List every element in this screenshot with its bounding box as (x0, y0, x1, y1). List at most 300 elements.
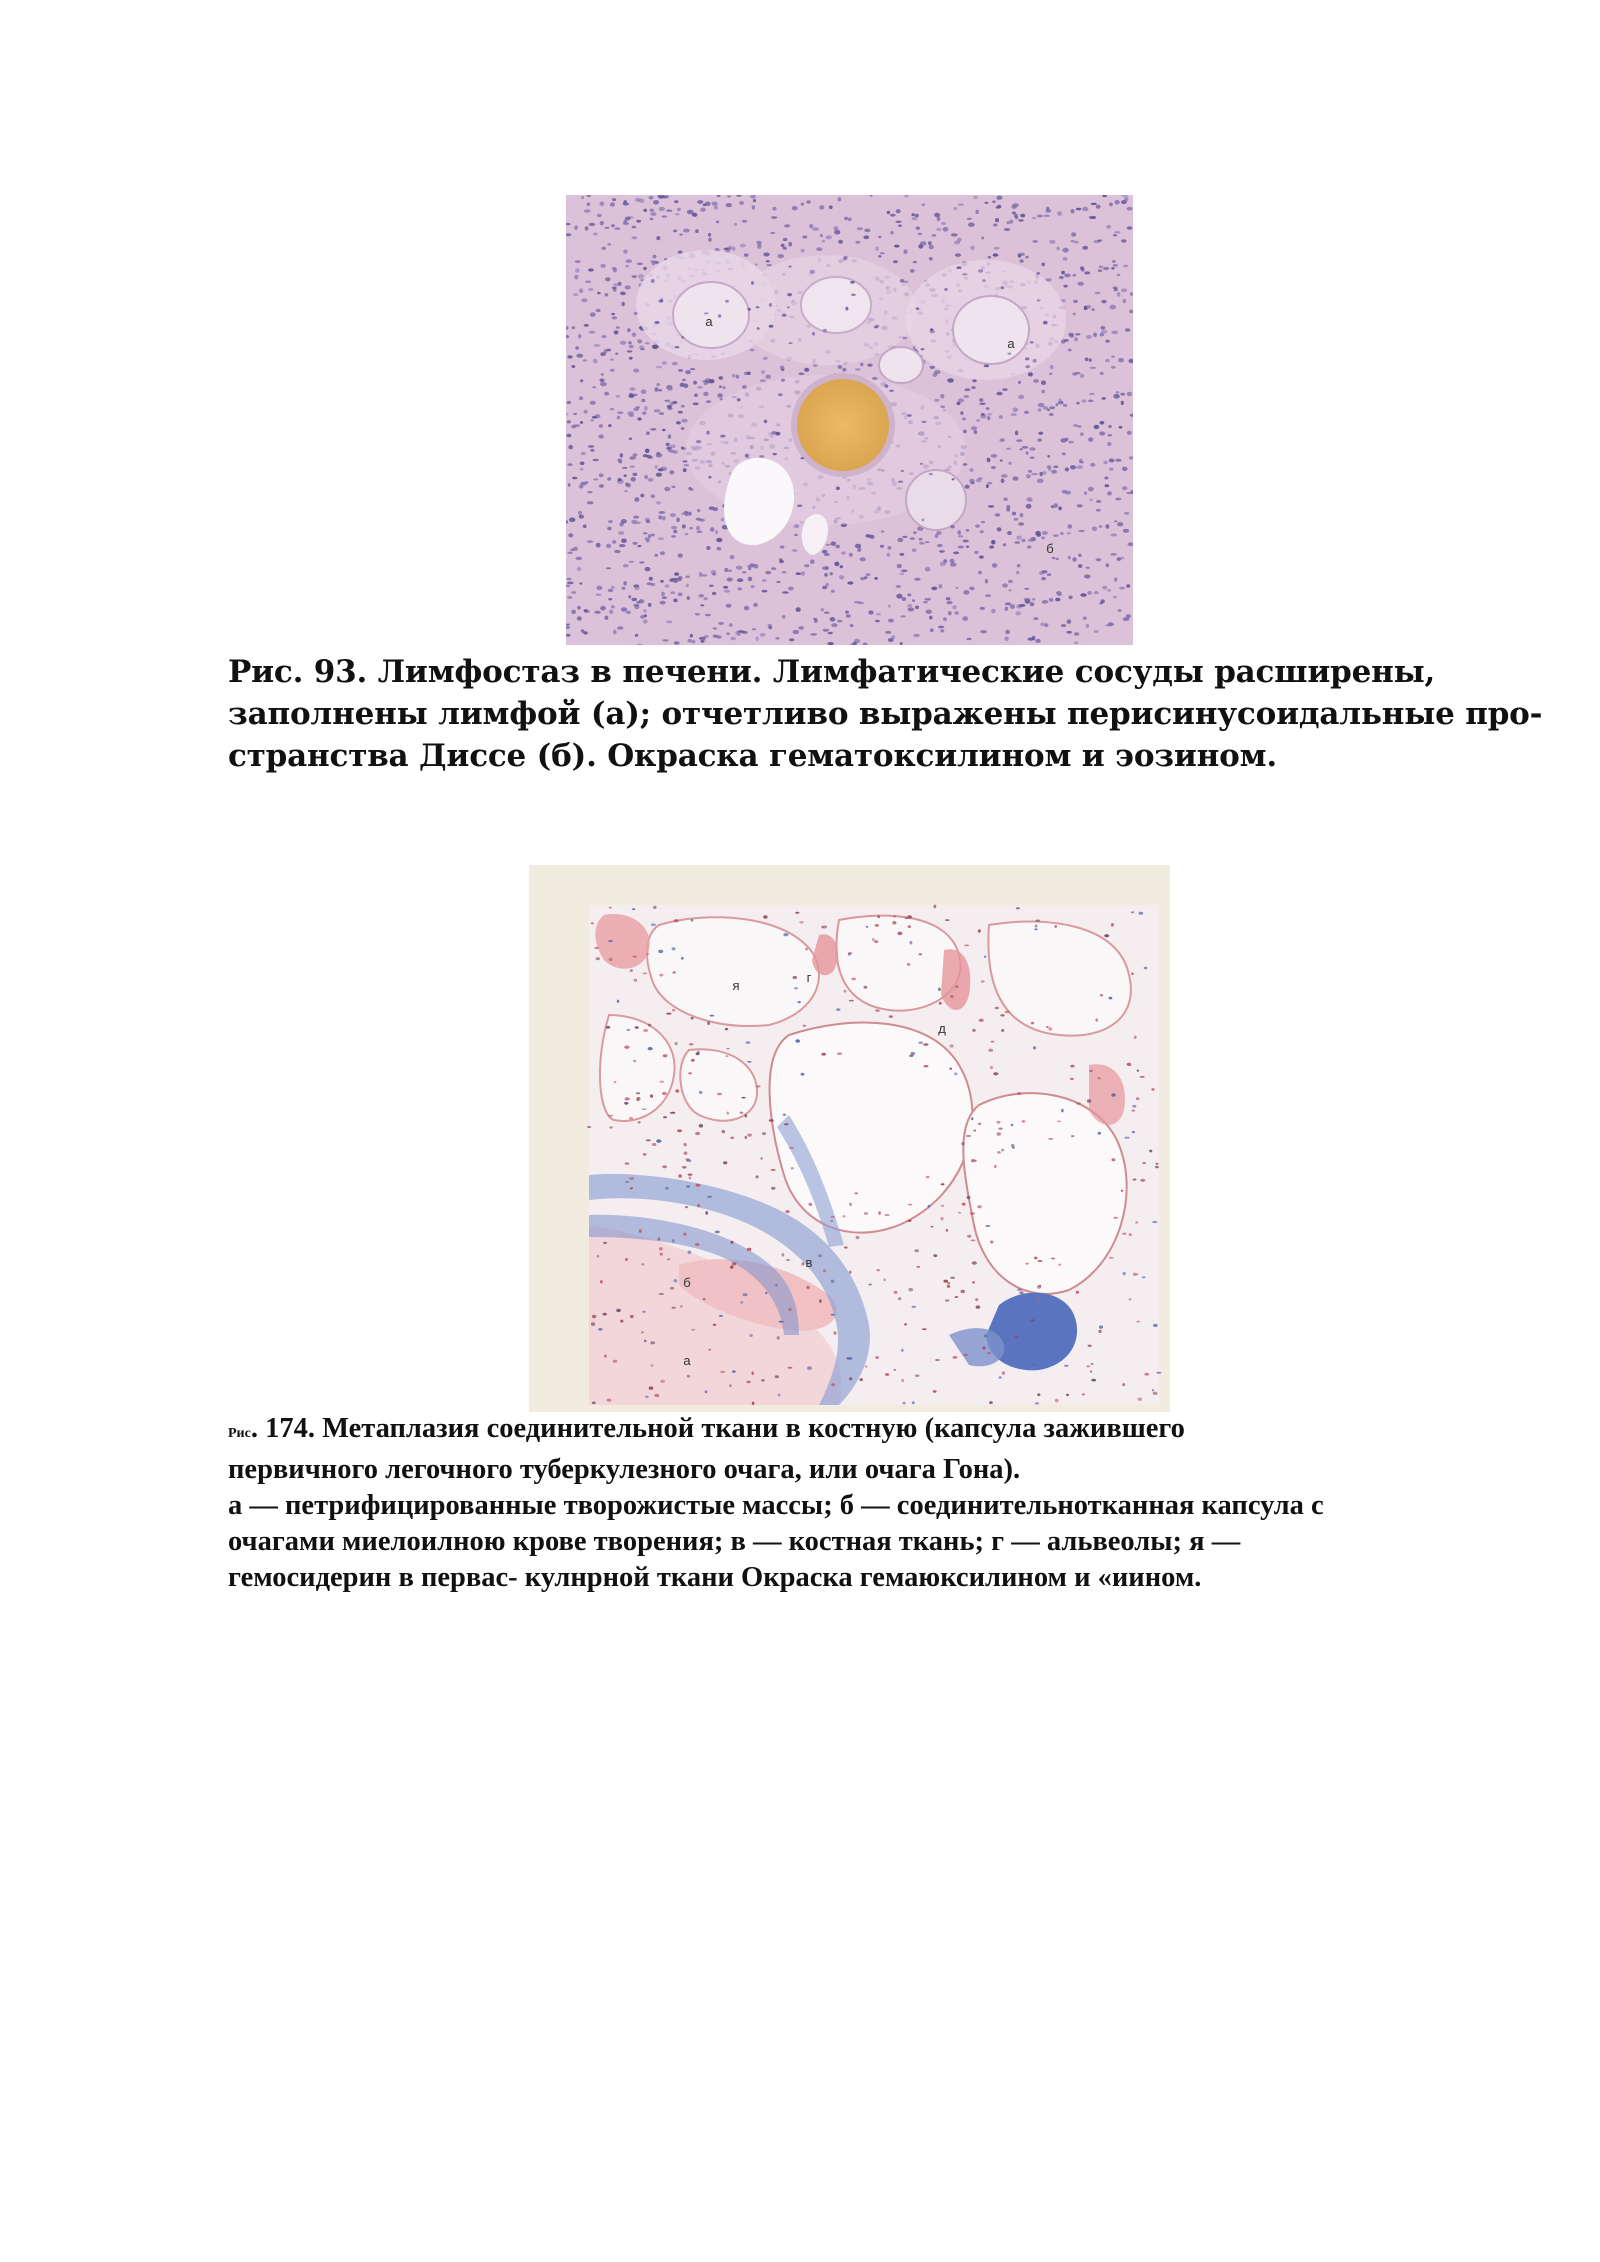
cell-nucleus (587, 491, 593, 493)
micrograph-liver-lymphostasis (566, 195, 1133, 645)
cell-nucleus (572, 326, 576, 329)
cell-nucleus (804, 564, 810, 567)
cell-nucleus (625, 1162, 630, 1164)
cell-nucleus (848, 217, 852, 221)
cell-nucleus (837, 1053, 842, 1055)
cell-nucleus (716, 221, 719, 224)
cell-nucleus (1115, 200, 1120, 205)
cell-nucleus (605, 227, 610, 229)
cell-nucleus (590, 312, 596, 317)
cell-nucleus (643, 609, 647, 613)
cell-nucleus (587, 1126, 591, 1128)
cell-nucleus (1042, 600, 1049, 604)
cell-nucleus (963, 1354, 968, 1356)
cell-nucleus (865, 1365, 867, 1367)
cell-nucleus (694, 393, 698, 397)
cell-nucleus (606, 1026, 610, 1029)
cell-nucleus (665, 1187, 669, 1190)
cell-nucleus (1060, 532, 1064, 535)
cell-nucleus (617, 626, 623, 630)
cell-nucleus (919, 542, 925, 545)
cell-nucleus (1020, 253, 1024, 256)
cell-nucleus (752, 1371, 754, 1375)
cell-nucleus (1032, 217, 1036, 219)
cell-nucleus (580, 462, 585, 466)
cell-nucleus (1110, 553, 1117, 556)
cell-nucleus (1077, 282, 1084, 286)
cell-nucleus (1064, 1365, 1068, 1367)
cell-nucleus (819, 1299, 821, 1303)
cell-nucleus (1067, 619, 1072, 624)
cell-nucleus (889, 1015, 893, 1017)
cell-nucleus (573, 293, 578, 296)
cell-nucleus (771, 431, 776, 434)
cell-nucleus (830, 617, 836, 622)
cell-nucleus (816, 247, 822, 251)
cell-nucleus (634, 586, 639, 590)
cell-nucleus (1114, 520, 1117, 522)
cell-nucleus (1017, 564, 1021, 567)
cell-nucleus (583, 631, 588, 634)
dilated-lymphatic-vessel (953, 296, 1029, 364)
cell-nucleus (662, 1092, 667, 1095)
cell-nucleus (904, 1323, 907, 1325)
cell-nucleus (797, 505, 802, 508)
cell-nucleus (568, 445, 573, 449)
cell-nucleus (1077, 425, 1082, 428)
cell-nucleus (732, 247, 736, 251)
cell-nucleus (1137, 1070, 1140, 1072)
cell-nucleus (598, 434, 604, 438)
cell-nucleus (968, 223, 975, 227)
cell-nucleus (731, 637, 736, 641)
cell-nucleus (1096, 509, 1101, 512)
cell-nucleus (653, 906, 657, 909)
cell-nucleus (1028, 372, 1033, 376)
label-b: б (683, 1275, 691, 1290)
cell-nucleus (605, 277, 610, 281)
cell-nucleus (802, 236, 807, 239)
cell-nucleus (1140, 1076, 1145, 1078)
cell-nucleus (696, 518, 702, 521)
cell-nucleus (621, 607, 627, 611)
cell-nucleus (727, 578, 733, 582)
cell-nucleus (978, 269, 983, 272)
cell-nucleus (1020, 448, 1023, 450)
cell-nucleus (609, 907, 613, 909)
cell-nucleus (782, 1253, 785, 1257)
cell-nucleus (667, 1258, 671, 1260)
cell-nucleus (600, 264, 606, 268)
cell-nucleus (1123, 529, 1129, 533)
cell-nucleus (678, 251, 683, 254)
cell-nucleus (1152, 1389, 1154, 1391)
cell-nucleus (1123, 265, 1129, 267)
cell-nucleus (1077, 504, 1083, 507)
cell-nucleus (921, 348, 925, 350)
cell-nucleus (703, 392, 708, 396)
cell-nucleus (864, 1212, 868, 1214)
cell-nucleus (875, 924, 879, 927)
cell-nucleus (613, 630, 617, 635)
cell-nucleus (673, 971, 676, 973)
cell-nucleus (674, 919, 679, 922)
cell-nucleus (950, 525, 954, 528)
cell-nucleus (972, 1029, 975, 1032)
cell-nucleus (684, 464, 689, 466)
cell-nucleus (1076, 1103, 1081, 1105)
cell-nucleus (867, 364, 872, 367)
cell-nucleus (629, 345, 634, 349)
cell-nucleus (848, 1357, 853, 1360)
cell-nucleus (846, 614, 851, 617)
cell-nucleus (1155, 1163, 1158, 1165)
cell-nucleus (593, 233, 598, 236)
cell-nucleus (798, 626, 804, 629)
cell-nucleus (567, 578, 572, 580)
cell-nucleus (1113, 264, 1118, 267)
cell-nucleus (914, 1249, 919, 1252)
cell-nucleus (851, 294, 856, 296)
cell-nucleus (706, 546, 710, 550)
cell-nucleus (1038, 408, 1042, 411)
cell-nucleus (650, 218, 654, 221)
cell-nucleus (989, 545, 994, 548)
cell-nucleus (842, 368, 847, 372)
cell-nucleus (639, 346, 644, 349)
cell-nucleus (1129, 1298, 1132, 1301)
cell-nucleus (951, 233, 958, 236)
cell-nucleus (991, 609, 996, 613)
cell-nucleus (1155, 1166, 1159, 1169)
cell-nucleus (705, 614, 711, 617)
cell-nucleus (1109, 468, 1113, 471)
cell-nucleus (987, 458, 991, 463)
cell-nucleus (985, 579, 988, 584)
cell-nucleus (596, 594, 602, 596)
cell-nucleus (706, 381, 711, 384)
cell-nucleus (896, 585, 902, 588)
cell-nucleus (990, 1241, 993, 1244)
cell-nucleus (663, 1116, 667, 1118)
cell-nucleus (749, 563, 754, 567)
cell-nucleus (592, 1315, 596, 1318)
cell-nucleus (891, 635, 895, 639)
cell-nucleus (1028, 470, 1032, 473)
cell-nucleus (620, 453, 624, 458)
cell-nucleus (805, 948, 807, 951)
cell-nucleus (1037, 215, 1043, 218)
cell-nucleus (1110, 305, 1117, 310)
cell-nucleus (632, 275, 637, 278)
cell-nucleus (1109, 997, 1113, 1000)
cell-nucleus (1111, 1093, 1116, 1097)
cell-nucleus (608, 598, 612, 600)
cell-nucleus (724, 568, 728, 572)
cell-nucleus (635, 1026, 639, 1029)
cell-nucleus (971, 426, 977, 430)
cell-nucleus (1038, 1260, 1043, 1262)
cell-nucleus (934, 370, 941, 374)
cell-nucleus (752, 628, 756, 630)
cell-nucleus (1002, 1371, 1005, 1374)
cell-nucleus (642, 411, 646, 414)
cell-nucleus (609, 610, 613, 614)
cell-nucleus (666, 209, 672, 212)
caption-line (228, 1411, 1468, 1452)
cell-nucleus (651, 494, 655, 498)
cell-nucleus (666, 620, 672, 623)
cell-nucleus (682, 524, 686, 528)
cell-nucleus (672, 362, 678, 366)
cell-nucleus (1062, 248, 1068, 253)
cell-nucleus (625, 285, 631, 289)
cell-nucleus (718, 314, 721, 317)
cell-nucleus (622, 467, 627, 469)
cell-nucleus (571, 365, 575, 368)
cell-nucleus (626, 259, 633, 263)
cell-nucleus (1076, 465, 1083, 469)
cell-nucleus (1026, 474, 1031, 478)
cell-nucleus (1064, 339, 1069, 342)
cell-nucleus (1138, 912, 1143, 915)
cell-nucleus (1106, 563, 1109, 567)
cell-nucleus (980, 530, 984, 533)
cell-nucleus (685, 1206, 688, 1208)
cell-nucleus (1090, 367, 1097, 369)
cell-nucleus (880, 252, 885, 254)
cell-nucleus (803, 1025, 807, 1027)
cell-nucleus (1144, 1373, 1149, 1376)
cell-nucleus (613, 268, 617, 272)
cell-nucleus (1022, 446, 1029, 449)
cell-nucleus (597, 1255, 600, 1258)
cell-nucleus (1095, 1018, 1098, 1021)
cell-nucleus (1042, 531, 1048, 535)
cell-nucleus (600, 606, 606, 611)
cell-nucleus (980, 630, 987, 633)
cell-nucleus (826, 235, 833, 239)
cell-nucleus (1002, 388, 1007, 391)
cell-nucleus (618, 478, 622, 481)
cell-nucleus (1082, 207, 1088, 211)
label-ya: я (732, 978, 740, 993)
cell-nucleus (1070, 1078, 1074, 1080)
cell-nucleus (670, 513, 676, 517)
cell-nucleus (885, 1373, 889, 1376)
cell-nucleus (833, 226, 838, 230)
cell-nucleus (726, 203, 732, 207)
cell-nucleus (923, 1065, 928, 1067)
cell-nucleus (644, 475, 648, 479)
cell-nucleus (623, 203, 629, 206)
cell-nucleus (977, 1205, 981, 1208)
cell-nucleus (941, 1183, 945, 1185)
cell-nucleus (925, 567, 931, 572)
cell-nucleus (673, 599, 678, 603)
cell-nucleus (1087, 1099, 1091, 1103)
cell-nucleus (1038, 432, 1043, 435)
cell-nucleus (678, 411, 683, 414)
cell-nucleus (751, 281, 754, 285)
cell-nucleus (967, 1235, 971, 1238)
cell-nucleus (730, 555, 735, 559)
cell-nucleus (985, 1225, 990, 1227)
cell-nucleus (953, 605, 957, 609)
cell-nucleus (1092, 216, 1096, 219)
cell-nucleus (690, 634, 693, 638)
cell-nucleus (608, 940, 612, 942)
cell-nucleus (788, 266, 791, 268)
cell-nucleus (1018, 522, 1024, 526)
cell-nucleus (647, 478, 653, 482)
cell-nucleus (689, 527, 693, 530)
cell-nucleus (902, 536, 907, 538)
cell-nucleus (750, 195, 756, 199)
cell-nucleus (1015, 431, 1018, 436)
cell-nucleus (1092, 527, 1097, 532)
cell-nucleus (875, 1356, 879, 1359)
cell-nucleus (915, 606, 919, 610)
cell-nucleus (981, 521, 985, 523)
cell-nucleus (633, 369, 639, 373)
cell-nucleus (759, 455, 764, 458)
cell-nucleus (1088, 1345, 1092, 1347)
cell-nucleus (1122, 1383, 1125, 1386)
cell-nucleus (930, 1226, 933, 1228)
cell-nucleus (1078, 564, 1083, 568)
cell-nucleus (765, 375, 771, 379)
cell-nucleus (889, 390, 894, 392)
cell-nucleus (887, 553, 891, 557)
cell-nucleus (591, 922, 594, 925)
cell-nucleus (1063, 404, 1068, 407)
cell-nucleus (843, 256, 848, 260)
cell-nucleus (920, 463, 923, 465)
cell-nucleus (1144, 967, 1148, 969)
cell-nucleus (634, 979, 637, 982)
cell-nucleus (900, 615, 906, 617)
cell-nucleus (1100, 421, 1105, 425)
cell-nucleus (619, 544, 626, 547)
cell-nucleus (985, 594, 991, 597)
cell-nucleus (1022, 1120, 1026, 1122)
cell-nucleus (685, 370, 691, 374)
cell-nucleus (707, 1021, 710, 1025)
cell-nucleus (1036, 272, 1040, 274)
cell-nucleus (858, 602, 864, 605)
cell-nucleus (632, 542, 637, 545)
cell-nucleus (950, 995, 953, 998)
cell-nucleus (635, 198, 641, 202)
cell-nucleus (1070, 1065, 1074, 1068)
cell-nucleus (1125, 328, 1130, 332)
cell-nucleus (703, 1298, 706, 1300)
cell-nucleus (769, 626, 773, 629)
cell-nucleus (972, 1281, 975, 1283)
cell-nucleus (935, 534, 939, 538)
cell-nucleus (1111, 366, 1116, 369)
cell-nucleus (709, 1015, 714, 1017)
cell-nucleus (760, 1157, 762, 1160)
cell-nucleus (611, 224, 615, 227)
cell-nucleus (747, 1061, 752, 1063)
cell-nucleus (993, 224, 998, 227)
cell-nucleus (713, 635, 718, 638)
cell-nucleus (625, 1097, 630, 1100)
cell-nucleus (1109, 458, 1115, 462)
cell-nucleus (964, 945, 969, 947)
cell-nucleus (649, 209, 654, 212)
cell-nucleus (693, 381, 697, 385)
cell-nucleus (1014, 518, 1019, 521)
cell-nucleus (646, 1139, 651, 1141)
cell-nucleus (994, 1165, 997, 1168)
cell-nucleus (831, 1383, 835, 1386)
cell-nucleus (660, 298, 663, 302)
cell-nucleus (812, 332, 815, 336)
cell-nucleus (569, 518, 576, 523)
cell-nucleus (910, 537, 915, 540)
cell-nucleus (1026, 451, 1029, 455)
cell-nucleus (971, 1240, 976, 1242)
cell-nucleus (708, 1349, 711, 1351)
cell-nucleus (920, 241, 927, 246)
cell-nucleus (1101, 300, 1106, 304)
cell-nucleus (1065, 467, 1069, 471)
cell-nucleus (907, 593, 911, 596)
cell-nucleus (1098, 1077, 1101, 1079)
cell-nucleus (954, 207, 958, 210)
cell-nucleus (940, 629, 944, 632)
cell-nucleus (589, 331, 596, 334)
cell-nucleus (620, 341, 627, 345)
cell-nucleus (704, 635, 709, 638)
cell-nucleus (950, 562, 957, 566)
cell-nucleus (723, 586, 728, 589)
cell-nucleus (636, 220, 641, 223)
cell-nucleus (574, 225, 578, 230)
cell-nucleus (771, 1187, 775, 1190)
cell-nucleus (574, 275, 578, 280)
cell-nucleus (806, 1286, 809, 1289)
cell-nucleus (737, 587, 742, 590)
cell-nucleus (1006, 508, 1010, 512)
cell-nucleus (1057, 211, 1062, 216)
cell-nucleus (1047, 409, 1050, 412)
cell-nucleus (598, 1328, 602, 1331)
cell-nucleus (650, 1341, 655, 1344)
cell-nucleus (854, 1192, 858, 1194)
cell-nucleus (687, 1159, 692, 1162)
cell-nucleus (666, 443, 670, 446)
cell-nucleus (623, 564, 629, 567)
cell-nucleus (1089, 358, 1092, 361)
cell-nucleus (601, 335, 606, 338)
cell-nucleus (991, 1041, 995, 1043)
cell-nucleus (824, 573, 828, 577)
cell-nucleus (887, 546, 891, 550)
cell-nucleus (941, 222, 946, 225)
cell-nucleus (1153, 1324, 1158, 1327)
cell-nucleus (734, 223, 737, 226)
cell-nucleus (662, 429, 665, 431)
cell-nucleus (1007, 353, 1011, 355)
cell-nucleus (637, 417, 641, 420)
cell-nucleus (1115, 459, 1121, 462)
cell-nucleus (600, 221, 604, 225)
cell-nucleus (670, 591, 675, 594)
